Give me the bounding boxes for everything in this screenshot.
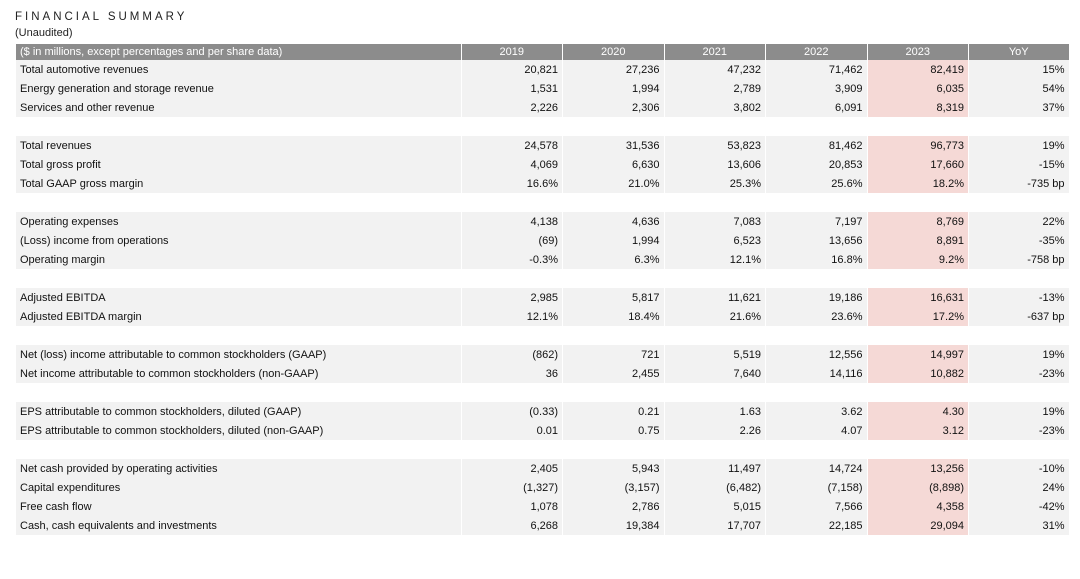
table-row <box>16 79 1069 98</box>
value-yoy: -10% <box>969 459 1069 478</box>
value-2021: 2,789 <box>664 79 766 98</box>
value-2019: (1,327) <box>461 478 563 497</box>
value-yoy: 15% <box>969 60 1069 79</box>
value-2020: 1,994 <box>563 79 665 98</box>
row-label: Total automotive revenues <box>16 60 461 79</box>
column-header-2019: 2019 <box>461 44 563 60</box>
value-2019: 2,226 <box>461 98 563 117</box>
value-2023: (8,898) <box>867 478 969 497</box>
value-2020: 6.3% <box>563 250 665 269</box>
value-2021: 6,523 <box>664 231 766 250</box>
value-2022: 14,116 <box>766 364 868 383</box>
row-label: Free cash flow <box>16 497 461 516</box>
value-2022: 13,656 <box>766 231 868 250</box>
value-2019: 16.6% <box>461 174 563 193</box>
column-header-2022: 2022 <box>766 44 868 60</box>
spacer-cell <box>16 326 1069 345</box>
row-label: Operating expenses <box>16 212 461 231</box>
value-2020: 2,786 <box>563 497 665 516</box>
value-2023: 96,773 <box>867 136 969 155</box>
row-label: EPS attributable to common stockholders, diluted (non-GAAP) <box>16 421 461 440</box>
value-yoy: 37% <box>969 98 1069 117</box>
table-row <box>16 250 1069 269</box>
value-2023: 8,891 <box>867 231 969 250</box>
value-2022: 16.8% <box>766 250 868 269</box>
value-2023: 17,660 <box>867 155 969 174</box>
spacer-cell <box>16 193 1069 212</box>
table-row <box>16 155 1069 174</box>
value-2021: 7,083 <box>664 212 766 231</box>
value-2023: 6,035 <box>867 79 969 98</box>
value-2023: 14,997 <box>867 345 969 364</box>
spacer-cell <box>16 383 1069 402</box>
table-header-row <box>16 44 1069 60</box>
table-row <box>16 421 1069 440</box>
spacer-cell <box>16 269 1069 288</box>
value-2021: 7,640 <box>664 364 766 383</box>
value-2021: 1.63 <box>664 402 766 421</box>
value-2022: 81,462 <box>766 136 868 155</box>
financial-summary-table <box>16 44 1069 535</box>
value-yoy: 19% <box>969 136 1069 155</box>
value-2023: 82,419 <box>867 60 969 79</box>
column-header-2023: 2023 <box>867 44 969 60</box>
value-2020: 0.21 <box>563 402 665 421</box>
value-2020: 21.0% <box>563 174 665 193</box>
value-2023: 3.12 <box>867 421 969 440</box>
value-2020: 1,994 <box>563 231 665 250</box>
spacer-cell <box>16 117 1069 136</box>
value-yoy: 19% <box>969 345 1069 364</box>
value-yoy: -758 bp <box>969 250 1069 269</box>
value-yoy: 19% <box>969 402 1069 421</box>
group-spacer <box>16 440 1069 459</box>
table-row <box>16 478 1069 497</box>
table-body <box>16 60 1069 535</box>
value-2023: 13,256 <box>867 459 969 478</box>
value-2022: 4.07 <box>766 421 868 440</box>
value-2023: 10,882 <box>867 364 969 383</box>
value-2020: 2,455 <box>563 364 665 383</box>
value-yoy: -15% <box>969 155 1069 174</box>
row-label: Adjusted EBITDA margin <box>16 307 461 326</box>
row-label: Cash, cash equivalents and investments <box>16 516 461 535</box>
page-title: FINANCIAL SUMMARY <box>15 11 188 23</box>
value-2019: 0.01 <box>461 421 563 440</box>
value-2023: 9.2% <box>867 250 969 269</box>
value-2021: 2.26 <box>664 421 766 440</box>
value-2021: 17,707 <box>664 516 766 535</box>
value-yoy: -735 bp <box>969 174 1069 193</box>
table-row <box>16 364 1069 383</box>
value-yoy: -13% <box>969 288 1069 307</box>
value-2022: 14,724 <box>766 459 868 478</box>
value-2022: (7,158) <box>766 478 868 497</box>
page-subtitle: (Unaudited) <box>15 27 73 39</box>
value-2021: 11,497 <box>664 459 766 478</box>
table-row <box>16 60 1069 79</box>
table-row <box>16 212 1069 231</box>
value-2019: 1,078 <box>461 497 563 516</box>
value-2020: 4,636 <box>563 212 665 231</box>
row-label: Net income attributable to common stockholders (non-GAAP) <box>16 364 461 383</box>
table-row <box>16 288 1069 307</box>
value-2022: 3,909 <box>766 79 868 98</box>
table-row <box>16 459 1069 478</box>
value-2023: 4.30 <box>867 402 969 421</box>
value-2022: 25.6% <box>766 174 868 193</box>
table-row <box>16 231 1069 250</box>
value-2021: (6,482) <box>664 478 766 497</box>
value-2021: 5,519 <box>664 345 766 364</box>
value-2019: 24,578 <box>461 136 563 155</box>
value-2019: 4,069 <box>461 155 563 174</box>
value-2021: 21.6% <box>664 307 766 326</box>
value-2023: 17.2% <box>867 307 969 326</box>
table-row <box>16 174 1069 193</box>
value-2023: 29,094 <box>867 516 969 535</box>
row-label: Services and other revenue <box>16 98 461 117</box>
value-2022: 12,556 <box>766 345 868 364</box>
value-2020: 5,817 <box>563 288 665 307</box>
value-yoy: -637 bp <box>969 307 1069 326</box>
value-2019: 2,405 <box>461 459 563 478</box>
group-spacer <box>16 269 1069 288</box>
column-header-yoy: YoY <box>969 44 1069 60</box>
row-label: Capital expenditures <box>16 478 461 497</box>
table-row <box>16 497 1069 516</box>
value-2020: 31,536 <box>563 136 665 155</box>
value-2020: 721 <box>563 345 665 364</box>
value-2022: 20,853 <box>766 155 868 174</box>
group-spacer <box>16 383 1069 402</box>
value-2021: 53,823 <box>664 136 766 155</box>
value-2019: 1,531 <box>461 79 563 98</box>
table-row <box>16 136 1069 155</box>
value-2023: 18.2% <box>867 174 969 193</box>
value-2020: (3,157) <box>563 478 665 497</box>
value-2019: 2,985 <box>461 288 563 307</box>
column-header-2021: 2021 <box>664 44 766 60</box>
row-label: Operating margin <box>16 250 461 269</box>
value-2021: 5,015 <box>664 497 766 516</box>
table-row <box>16 516 1069 535</box>
value-yoy: -23% <box>969 364 1069 383</box>
value-yoy: 31% <box>969 516 1069 535</box>
value-2023: 8,319 <box>867 98 969 117</box>
value-2021: 11,621 <box>664 288 766 307</box>
value-yoy: -23% <box>969 421 1069 440</box>
table-row <box>16 402 1069 421</box>
value-2020: 27,236 <box>563 60 665 79</box>
value-yoy: 54% <box>969 79 1069 98</box>
value-2020: 18.4% <box>563 307 665 326</box>
value-2023: 8,769 <box>867 212 969 231</box>
value-yoy: -35% <box>969 231 1069 250</box>
value-2019: (69) <box>461 231 563 250</box>
value-2019: -0.3% <box>461 250 563 269</box>
value-2022: 19,186 <box>766 288 868 307</box>
value-2020: 0.75 <box>563 421 665 440</box>
row-label: Total gross profit <box>16 155 461 174</box>
value-2023: 16,631 <box>867 288 969 307</box>
value-2022: 7,566 <box>766 497 868 516</box>
value-2020: 6,630 <box>563 155 665 174</box>
value-2019: (0.33) <box>461 402 563 421</box>
value-2021: 25.3% <box>664 174 766 193</box>
row-label: Net cash provided by operating activities <box>16 459 461 478</box>
row-label: Net (loss) income attributable to common stockholders (GAAP) <box>16 345 461 364</box>
value-2022: 71,462 <box>766 60 868 79</box>
value-2022: 22,185 <box>766 516 868 535</box>
column-header-description: ($ in millions, except percentages and per share data) <box>16 44 461 60</box>
value-2020: 5,943 <box>563 459 665 478</box>
value-2019: 36 <box>461 364 563 383</box>
value-2019: 4,138 <box>461 212 563 231</box>
row-label: EPS attributable to common stockholders, diluted (GAAP) <box>16 402 461 421</box>
value-2021: 13,606 <box>664 155 766 174</box>
row-label: (Loss) income from operations <box>16 231 461 250</box>
value-2019: 20,821 <box>461 60 563 79</box>
value-yoy: -42% <box>969 497 1069 516</box>
row-label: Energy generation and storage revenue <box>16 79 461 98</box>
value-2023: 4,358 <box>867 497 969 516</box>
row-label: Total revenues <box>16 136 461 155</box>
value-2021: 12.1% <box>664 250 766 269</box>
group-spacer <box>16 193 1069 212</box>
group-spacer <box>16 326 1069 345</box>
value-2019: 12.1% <box>461 307 563 326</box>
value-2020: 2,306 <box>563 98 665 117</box>
value-2022: 23.6% <box>766 307 868 326</box>
table-row <box>16 307 1069 326</box>
value-2022: 7,197 <box>766 212 868 231</box>
value-yoy: 24% <box>969 478 1069 497</box>
value-2020: 19,384 <box>563 516 665 535</box>
value-2021: 3,802 <box>664 98 766 117</box>
table-row <box>16 345 1069 364</box>
column-header-2020: 2020 <box>563 44 665 60</box>
value-2019: 6,268 <box>461 516 563 535</box>
value-2022: 6,091 <box>766 98 868 117</box>
table-row <box>16 98 1069 117</box>
row-label: Total GAAP gross margin <box>16 174 461 193</box>
row-label: Adjusted EBITDA <box>16 288 461 307</box>
group-spacer <box>16 117 1069 136</box>
value-yoy: 22% <box>969 212 1069 231</box>
value-2021: 47,232 <box>664 60 766 79</box>
value-2019: (862) <box>461 345 563 364</box>
spacer-cell <box>16 440 1069 459</box>
value-2022: 3.62 <box>766 402 868 421</box>
